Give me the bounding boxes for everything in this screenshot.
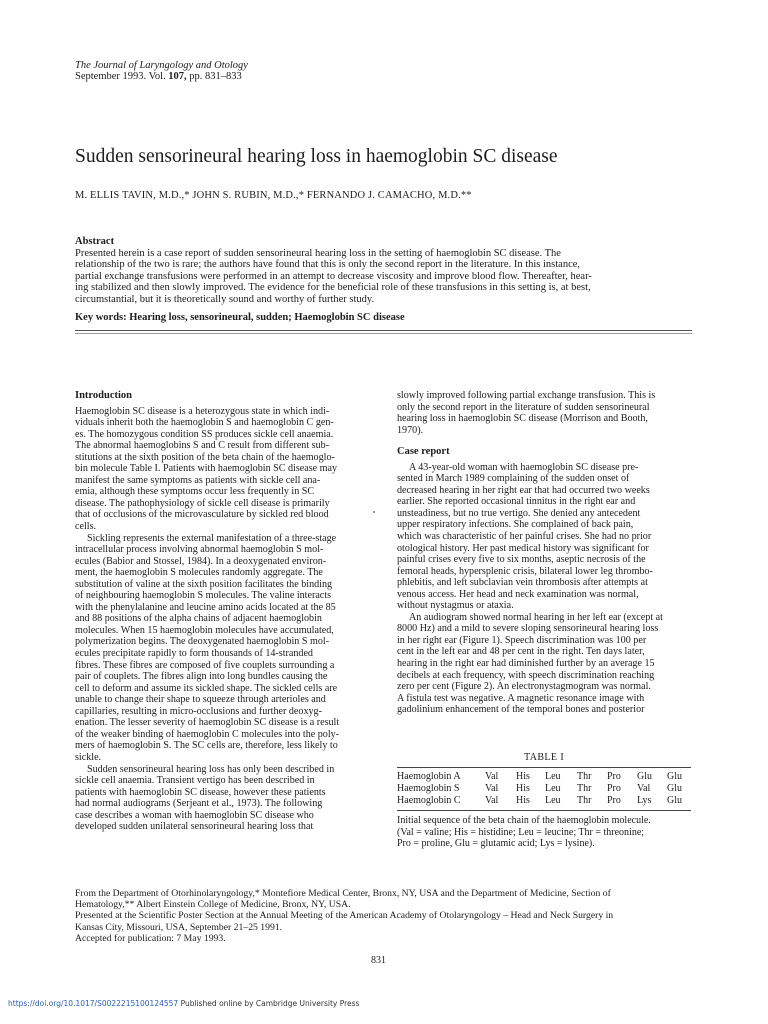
page-number: 831: [371, 955, 386, 966]
abstract-text: [75, 248, 695, 306]
author-list: M. ELLIS TAVIN, M.D.,* JOHN S. RUBIN, M.D.,* FERNANDO J. CAMACHO, M.D.**: [75, 190, 472, 201]
body-text-line: Sickling represents the external manifestation of a three-stage: [87, 532, 337, 544]
body-text-line: sickle cell anaemia. Transient vertigo has been described in: [75, 775, 315, 787]
table-note: [397, 815, 692, 850]
doi-bar: [8, 999, 359, 1008]
body-text-line: polymerization begins. The deoxygenated haemoglobin S mol-: [75, 636, 330, 648]
body-text-line: that of occlusions of the microvasculature by sickled red blood: [75, 509, 329, 521]
journal-pages: pp. 831–833: [189, 71, 242, 82]
table-cell: Lys: [637, 795, 652, 806]
table-cell: Pro: [607, 795, 621, 806]
body-text-line: intracellular process involving abnormal haemoglobin S mol-: [75, 544, 324, 556]
table-cell: Pro: [607, 783, 621, 794]
table-cell: Glu: [667, 771, 682, 782]
body-text-line: sickle.: [75, 751, 102, 763]
scan-speck: [373, 511, 375, 513]
body-text-line: zero per cent (Figure 2). An electronystagmogram was normal.: [397, 681, 651, 693]
table-row-label: Haemoglobin A: [397, 771, 461, 782]
footnote-line: Hematology,** Albert Einstein College of Medicine, Bronx, NY, USA.: [75, 899, 351, 911]
footnote-line: Accepted for publication: 7 May 1993.: [75, 932, 226, 944]
table-cell: Glu: [637, 771, 652, 782]
table-top-rule: [397, 767, 691, 768]
body-text-line: slowly improved following partial exchange transfusion. This is: [397, 390, 656, 401]
body-text-line: only the second report in the literature of sudden sensorineural: [397, 401, 650, 413]
body-text-line: which was characteristic of her painful crises. She had no prior: [397, 531, 652, 543]
table-cell: Val: [485, 771, 499, 782]
body-text-line: Sudden sensorineural hearing loss has only been described in: [87, 763, 335, 775]
footnotes: [75, 888, 695, 944]
body-text-line: 1970).: [397, 424, 424, 436]
section-heading-case-report: Case report: [397, 446, 450, 458]
body-text-line: ecules (Babior and Stossel, 1984). In a deoxygenated environ-: [75, 555, 327, 567]
table-caption: TABLE I: [524, 752, 565, 763]
body-text-line: pair of couplets. The fibres align into long bundles causing the: [75, 671, 328, 683]
table-cell: His: [516, 771, 530, 782]
body-text-line: of the weaker binding of haemoglobin C molecules into the poly-: [75, 728, 340, 740]
footnote-line: From the Department of Otorhinolaryngology,* Montefiore Medical Center, Bronx, NY, USA and the Department of Medicine, Section of: [75, 888, 611, 899]
body-text-line: developed sudden unilateral sensorineural hearing loss that: [75, 821, 314, 833]
body-text-line: manifest the same symptoms as patients with sickle cell ana-: [75, 474, 321, 486]
body-text-line: painful crises every five to six months, aseptic necrosis of the: [397, 554, 646, 566]
doi-link[interactable]: https://doi.org/10.1017/S0022215100124557: [8, 999, 179, 1008]
table-row: [397, 783, 691, 795]
table-row: [397, 795, 691, 807]
body-text-line: upper respiratory infections. She complained of back pain,: [397, 519, 634, 531]
body-text-line: hearing loss in haemoglobin SC disease (Morrison and Booth,: [397, 413, 648, 425]
table-cell: Glu: [667, 795, 682, 806]
abstract-line: Presented herein is a case report of sudden sensorineural hearing loss in the setting of haemoglobin SC disease. The: [75, 247, 561, 259]
body-text-line: otological history. Her past medical history was significant for: [397, 542, 649, 554]
body-text-line: bin molecule Table I. Patients with haemoglobin SC disease may: [75, 463, 338, 475]
table-note-line: Pro = proline, Glu = glutamic acid; Lys = lysine).: [397, 838, 595, 849]
body-text-line: without nystagmus or ataxia.: [397, 600, 514, 612]
body-text-line: stitutions at the sixth position of the beta chain of the haemoglo-: [75, 451, 335, 463]
body-text-line: mers of haemoglobin S. The SC cells are, therefore, less likely to: [75, 740, 338, 752]
body-text-line: patients with haemoglobin SC disease, however these patients: [75, 786, 326, 798]
table-cell: Val: [485, 783, 499, 794]
body-text-line: substitution of valine at the sixth position facilitates the binding: [75, 578, 333, 590]
table-cell: Leu: [545, 783, 561, 794]
footnote-line: Presented at the Scientific Poster Section at the Annual Meeting of the American Academy of Otolaryngology – Head and Neck Surgery in: [75, 910, 614, 922]
body-text-line: decibels at each frequency, with speech discrimination reaching: [397, 669, 655, 681]
body-text-line: cent in the left ear and 48 per cent in the right. Ten days later,: [397, 646, 645, 658]
journal-issue: [75, 71, 248, 82]
journal-header: [75, 60, 248, 82]
journal-name: The Journal of Laryngology and Otology: [75, 60, 248, 71]
body-text-line: ment, the haemoglobin S molecules randomly aggregate. The: [75, 567, 323, 579]
body-text-line: es. The homozygous condition SS produces sickle cell anaemia.: [75, 428, 334, 440]
table-row-label: Haemoglobin C: [397, 795, 461, 806]
table-bottom-rule: [397, 810, 691, 811]
body-text-line: A fistula test was negative. A magnetic resonance image with: [397, 692, 645, 704]
paper-title: Sudden sensorineural hearing loss in haemoglobin SC disease: [75, 146, 558, 167]
body-text-line: viduals inherit both the haemoglobin S and haemoglobin C gen-: [75, 417, 334, 429]
body-text-line: enation. The lesser severity of haemoglobin SC disease is a result: [75, 717, 340, 729]
abstract-section: [75, 236, 695, 323]
right-column: [397, 390, 693, 716]
body-text-line: had normal audiograms (Serjeant et al., 1973). The following: [75, 798, 323, 810]
abstract-heading: Abstract: [75, 236, 115, 247]
body-text-line: A 43-year-old woman with haemoglobin SC disease pre-: [409, 461, 639, 473]
body-text-line: and 88 positions of the alpha chains of adjacent haemoglobin: [75, 613, 322, 625]
body-text-line: cell to deform and assume its sickled shape. The sickled cells are: [75, 682, 338, 694]
body-text-line: phlebitis, and left subclavian vein thrombosis after attempts at: [397, 577, 648, 589]
introduction-continued: [397, 390, 693, 436]
table-cell: Thr: [577, 771, 592, 782]
abstract-line: ing stabilized and then slowly improved. The evidence for the beneficial role of these transfusions in this setting is, at best,: [75, 282, 591, 294]
body-text-line: sented in March 1989 complaining of the sudden onset of: [397, 473, 630, 485]
abstract-divider-2: [75, 333, 692, 334]
keywords: Key words: Hearing loss, sensorineural, sudden; Haemoglobin SC disease: [75, 311, 405, 323]
body-text-line: molecules. When 15 haemoglobin molecules have accumulated,: [75, 624, 334, 636]
case-report-body: [397, 462, 693, 716]
body-text-line: Haemoglobin SC disease is a heterozygous state in which indi-: [75, 405, 330, 417]
table-cell: Leu: [545, 771, 561, 782]
table-row-label: Haemoglobin S: [397, 783, 460, 794]
journal-volume: 107,: [168, 71, 187, 82]
table-row: [397, 771, 691, 783]
body-text-line: An audiogram showed normal hearing in her left ear (except at: [409, 611, 663, 623]
footnote-line: Kansas City, Missouri, USA, September 21–25 1991.: [75, 921, 283, 933]
body-text-line: case describes a woman with haemoglobin SC disease who: [75, 809, 314, 821]
body-text-line: 8000 Hz) and a mild to severe sloping sensorineural hearing loss: [397, 623, 659, 635]
body-text-line: unable to change their shape to squeeze through arterioles and: [75, 694, 326, 706]
table-cell: Val: [485, 795, 499, 806]
table-cell: Glu: [667, 783, 682, 794]
body-text-line: cells.: [75, 521, 97, 533]
body-text-line: decreased hearing in her right ear that had occurred two weeks: [397, 484, 650, 496]
body-text-line: hearing in the right ear had diminished further by an average 15: [397, 658, 655, 670]
body-text-line: capillaries, resulting in micro-occlusions and further deoxyg-: [75, 705, 322, 717]
section-heading-introduction: Introduction: [75, 390, 132, 401]
body-text-line: earlier. She reported occasional tinnitus in the right ear and: [397, 496, 636, 508]
abstract-line: relationship of the two is rare; the authors have found that this is only the second report in the literature. In this instance,: [75, 259, 581, 271]
table-cell: Leu: [545, 795, 561, 806]
table-cell: Pro: [607, 771, 621, 782]
table-cell: His: [516, 783, 530, 794]
abstract-line: circumstantial, but it is theoretically sound and worthy of further study.: [75, 293, 375, 305]
body-text-line: unsteadiness, but no true vertigo. She denied any antecedent: [397, 507, 641, 519]
body-text-line: The abnormal haemoglobins S and C result from different sub-: [75, 440, 330, 452]
table-cell: Thr: [577, 783, 592, 794]
body-text-line: disease. The pathophysiology of sickle cell disease is primarily: [75, 497, 330, 509]
body-text-line: femoral heads, hypersplenic crisis, bilateral lower leg thrombo-: [397, 565, 653, 577]
body-text-line: of neighbouring haemoglobin S molecules. The valine interacts: [75, 590, 332, 602]
doi-publisher-text: Published online by Cambridge University Press: [178, 999, 360, 1008]
body-text-line: fibres. These fibres are composed of five couplets surrounding a: [75, 659, 335, 671]
body-text-line: venous access. Her head and neck examination was normal,: [397, 588, 639, 600]
introduction-body: [75, 406, 367, 833]
body-text-line: in her right ear (Figure 1). Speech discrimination was 100 per: [397, 634, 647, 646]
body-text-line: gadolinium enhancement of the temporal bones and posterior: [397, 704, 645, 716]
abstract-divider: [75, 330, 692, 331]
body-text-line: ecules precipitate rapidly to form thousands of 14-stranded: [75, 648, 313, 660]
body-text-line: with the phenylalanine and leucine amino acids located at the 85: [75, 601, 336, 613]
table-cell: Val: [637, 783, 651, 794]
table-cell: Thr: [577, 795, 592, 806]
left-column: [75, 390, 367, 833]
table-note-line: (Val = valine; His = histidine; Leu = leucine; Thr = threonine;: [397, 826, 645, 838]
body-text-line: emia, although these symptoms occur less frequently in SC: [75, 486, 315, 498]
journal-issue-prefix: September 1993. Vol.: [75, 71, 166, 82]
table-cell: His: [516, 795, 530, 806]
abstract-line: partial exchange transfusions were performed in an attempt to decrease viscosity and improve blood flow. Thereafter, hear-: [75, 270, 592, 282]
table-note-line: Initial sequence of the beta chain of the haemoglobin molecule.: [397, 815, 651, 826]
